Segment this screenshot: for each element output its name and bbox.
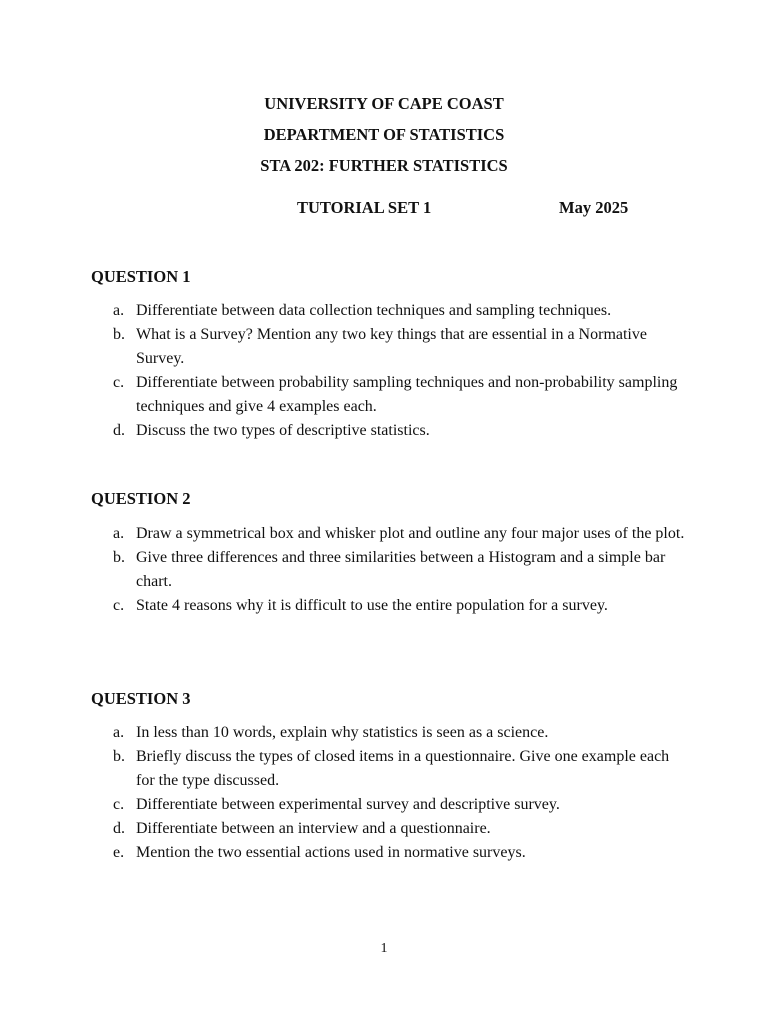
- item-letter: a.: [113, 525, 125, 542]
- question-3-item-d: [0, 817, 768, 841]
- item-text: Discuss the two types of descriptive statistics.: [136, 422, 430, 439]
- question-2-item-a: [0, 522, 768, 546]
- item-letter: b.: [113, 549, 125, 566]
- tutorial-title: TUTORIAL SET 1: [297, 198, 432, 217]
- department-name: DEPARTMENT OF STATISTICS: [263, 125, 505, 144]
- item-letter: d.: [113, 820, 125, 837]
- page-number: 1: [380, 941, 388, 956]
- item-text: What is a Survey? Mention any two key things that are essential in a Normative Survey.: [136, 326, 647, 367]
- question-3-title: QUESTION 3: [91, 689, 191, 708]
- question-1-list: [0, 299, 768, 443]
- question-3-item-e: [0, 841, 768, 865]
- question-1-item-b: [0, 323, 768, 371]
- question-1-title: QUESTION 1: [91, 267, 191, 286]
- question-2-item-b: [0, 546, 768, 594]
- item-letter: d.: [113, 422, 125, 439]
- question-1-item-a: [0, 299, 768, 323]
- item-text: Draw a symmetrical box and whisker plot and outline any four major uses of the plot.: [136, 525, 685, 542]
- item-letter: b.: [113, 326, 125, 343]
- item-text: Differentiate between an interview and a questionnaire.: [136, 820, 491, 837]
- item-text: Differentiate between data collection techniques and sampling techniques.: [136, 302, 612, 319]
- course-title: STA 202: FURTHER STATISTICS: [260, 156, 508, 175]
- item-text: Give three differences and three similarities between a Histogram and a simple bar chart.: [136, 549, 666, 590]
- item-text: Briefly discuss the types of closed items in a questionnaire. Give one example each for the type discussed.: [136, 748, 670, 789]
- question-2-list: [0, 522, 768, 618]
- question-2-item-c: [0, 594, 768, 618]
- item-letter: a.: [113, 724, 125, 741]
- question-3-item-c: [0, 793, 768, 817]
- item-letter: c.: [113, 597, 125, 614]
- item-letter: b.: [113, 748, 125, 765]
- item-text: In less than 10 words, explain why statistics is seen as a science.: [136, 724, 549, 741]
- item-letter: c.: [113, 374, 125, 391]
- university-name: UNIVERSITY OF CAPE COAST: [264, 94, 504, 113]
- item-letter: e.: [113, 844, 125, 861]
- question-3-item-b: [0, 745, 768, 793]
- question-1-item-d: [0, 419, 768, 443]
- item-text: Differentiate between experimental survey and descriptive survey.: [136, 796, 560, 813]
- item-letter: c.: [113, 796, 125, 813]
- question-2-title: QUESTION 2: [91, 489, 191, 508]
- item-text: Differentiate between probability sampling techniques and non-probability sampling techniques and give 4 examples each.: [136, 374, 678, 415]
- item-text: Mention the two essential actions used in normative surveys.: [136, 844, 526, 861]
- tutorial-date: May 2025: [559, 198, 629, 217]
- question-3-item-a: [0, 721, 768, 745]
- item-text: State 4 reasons why it is difficult to use the entire population for a survey.: [136, 597, 608, 614]
- question-1-item-c: [0, 371, 768, 419]
- question-3-list: [0, 721, 768, 865]
- item-letter: a.: [113, 302, 125, 319]
